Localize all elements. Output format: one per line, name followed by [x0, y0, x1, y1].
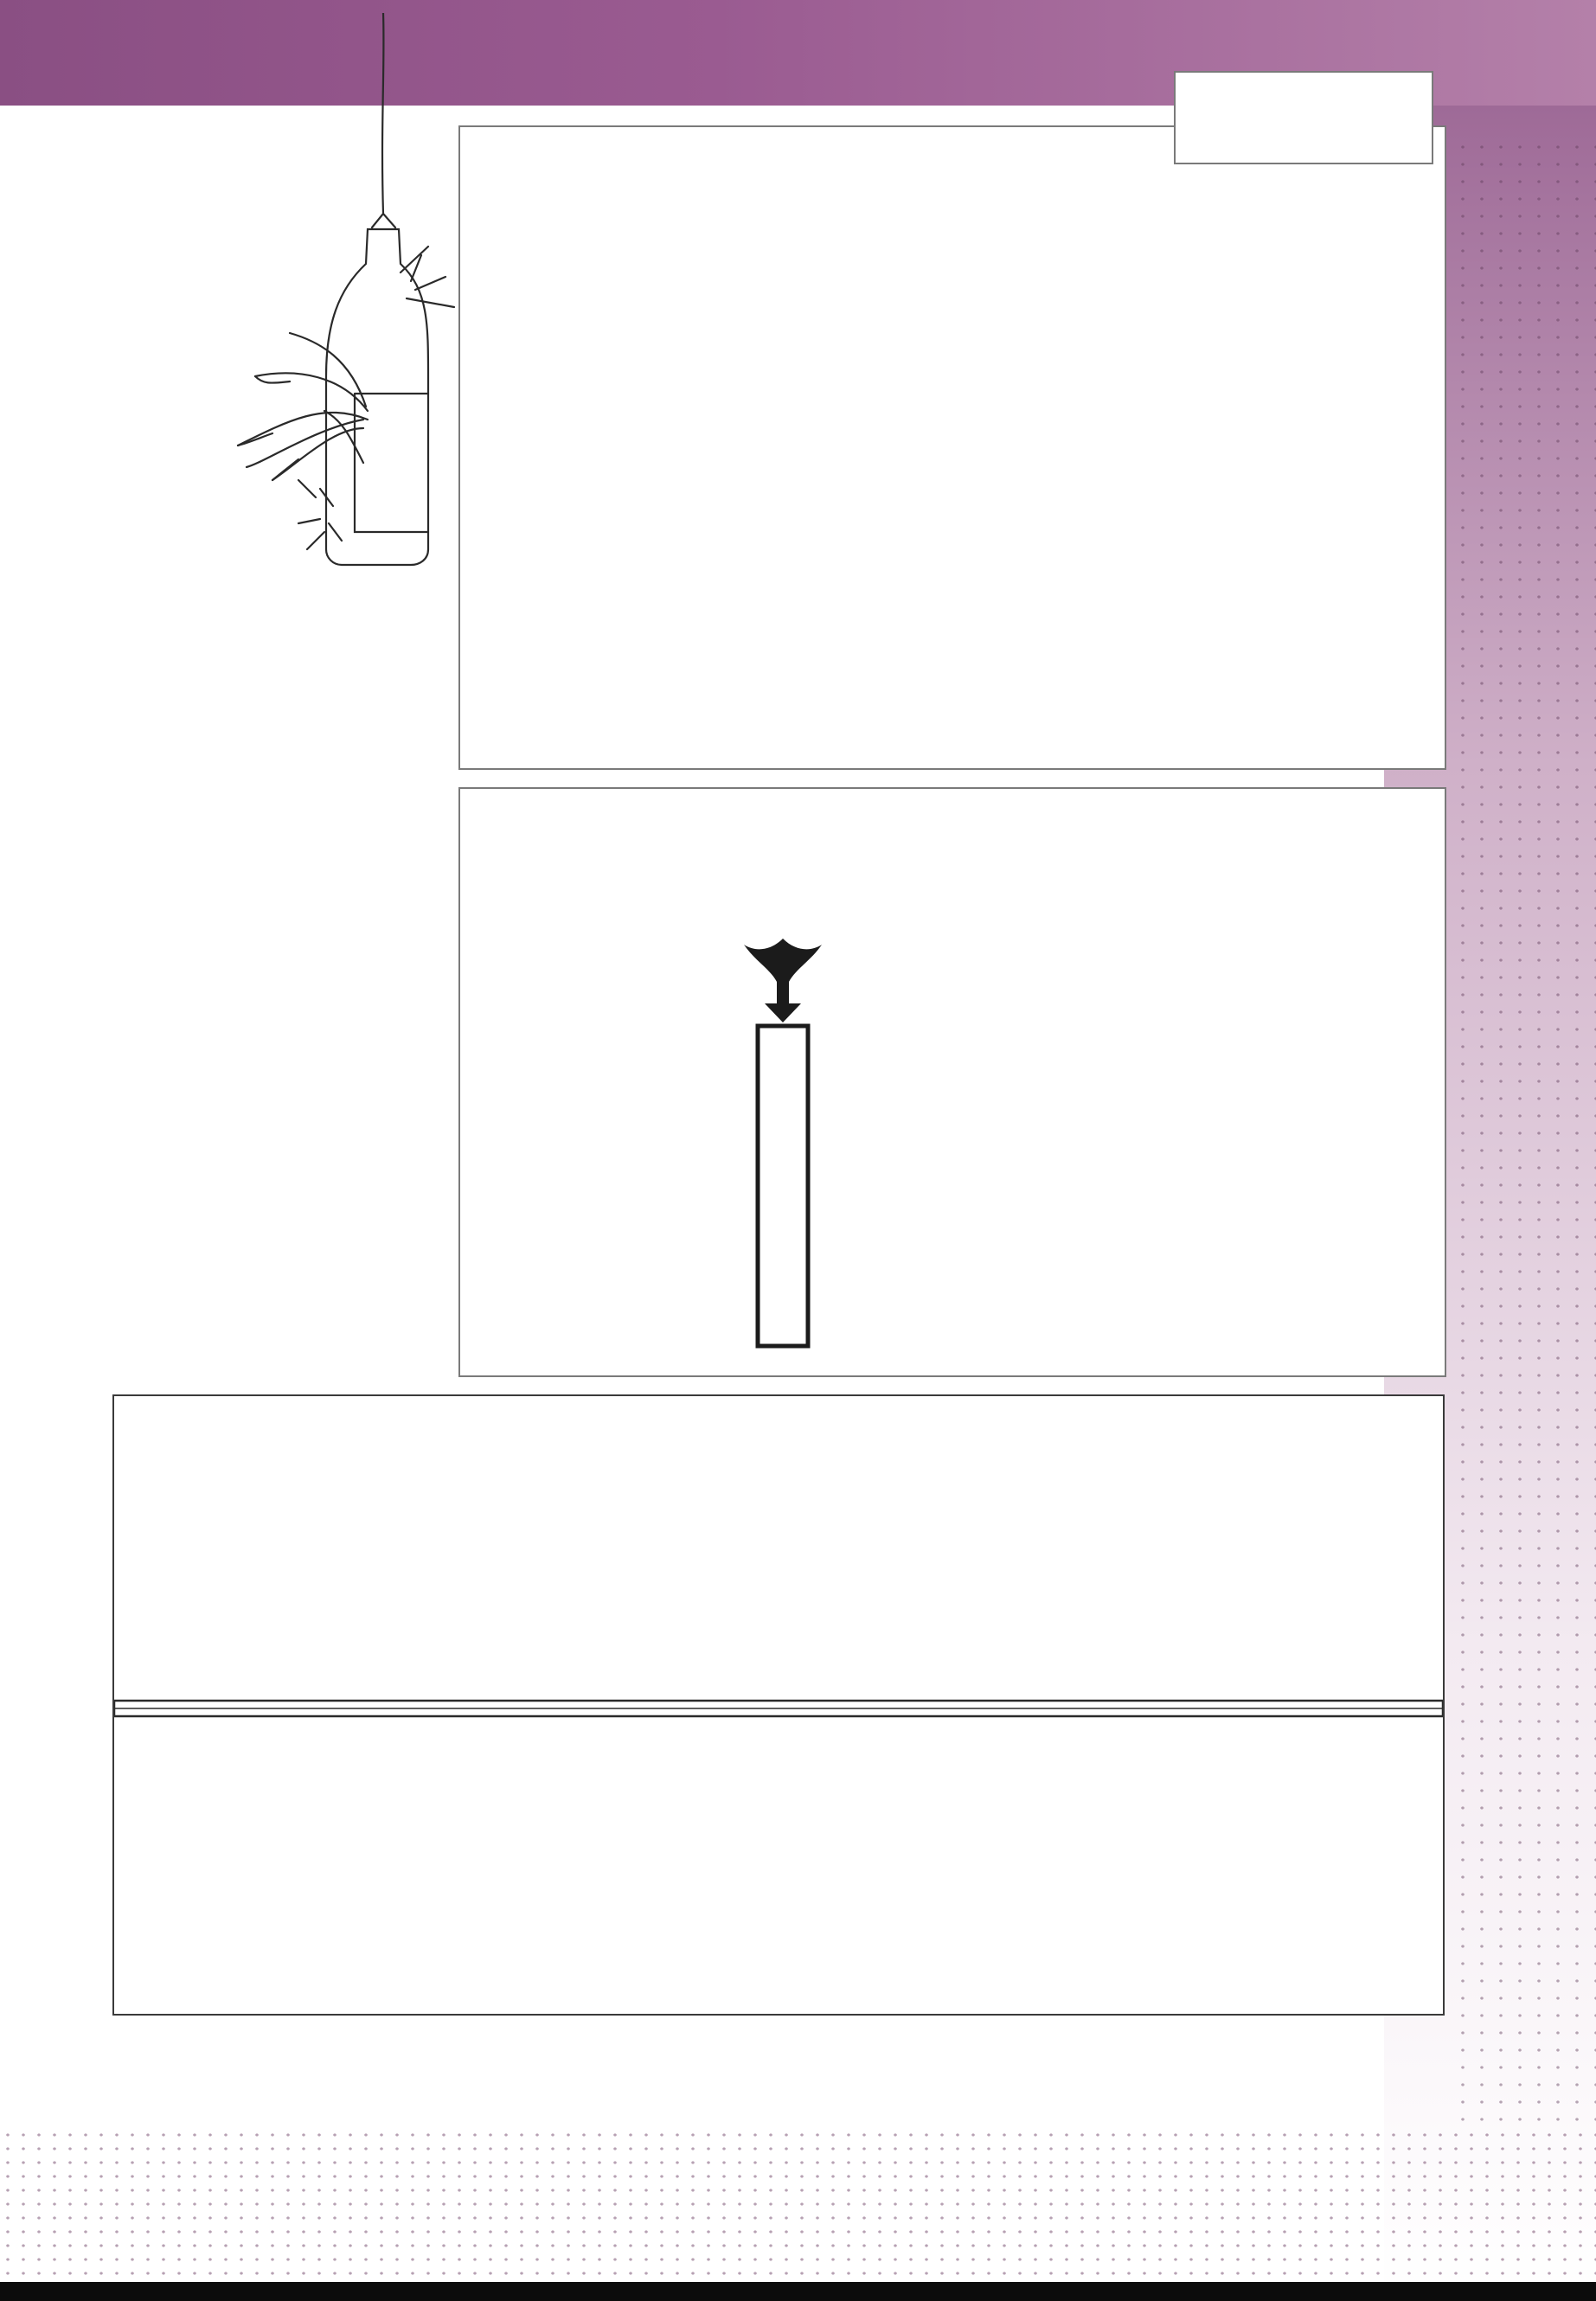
arrow-icon: [744, 939, 822, 1022]
canal-houses-illustration-box: [112, 1394, 1445, 2016]
canal-quay: [114, 1701, 1443, 1716]
canal-houses-drawing: [114, 1396, 1443, 2014]
solution-column: [758, 1026, 808, 1346]
